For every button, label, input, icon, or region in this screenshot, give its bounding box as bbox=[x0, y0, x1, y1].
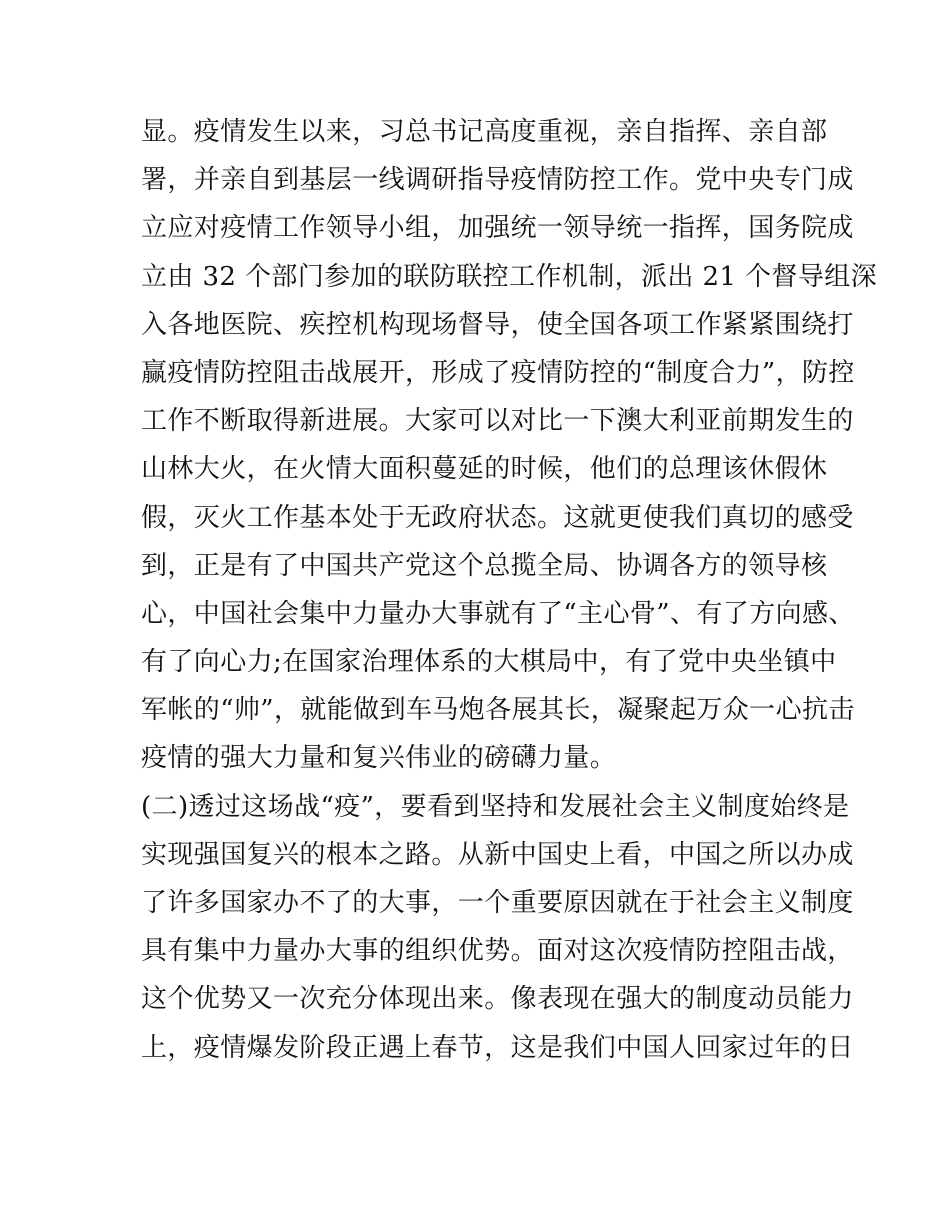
text-line: 假，灭火工作基本处于无政府状态。这就更使我们真切的感受 bbox=[141, 502, 854, 533]
text-line: 立应对疫情工作领导小组，加强统一领导统一指挥，国务院成 bbox=[141, 213, 854, 244]
text-line: 赢疫情防控阻击战展开，形成了疫情防控的“制度合力”，防控 bbox=[141, 357, 855, 388]
text-line: 有了向心力;在国家治理体系的大棋局中，有了党中央坐镇中 bbox=[141, 647, 837, 678]
text-line: 立由 32 个部门参加的联防联控工作机制，派出 21 个督导组深 bbox=[141, 261, 878, 292]
text-line: 具有集中力量办大事的组织优势。面对这次疫情防控阻击战， bbox=[141, 936, 854, 967]
text-line: 了许多国家办不了的大事，一个重要原因就在于社会主义制度 bbox=[141, 888, 854, 918]
text-line: 显。疫情发生以来，习总书记高度重视，亲自指挥、亲自部 bbox=[141, 117, 828, 147]
text-line: 到，正是有了中国共产党这个总揽全局、协调各方的领导核 bbox=[141, 550, 828, 581]
text-line: 军帐的“帅”，就能做到车马炮各展其长，凝聚起万众一心抗击 bbox=[141, 695, 855, 726]
text-line: (二)透过这场战“疫”，要看到坚持和发展社会主义制度始终是 bbox=[141, 791, 850, 822]
text-line: 工作不断取得新进展。大家可以对比一下澳大利亚前期发生的 bbox=[141, 406, 854, 437]
text-line: 疫情的强大力量和复兴伟业的磅礴力量。 bbox=[141, 743, 617, 774]
text-line: 这个优势又一次充分体现出来。像表现在强大的制度动员能力 bbox=[141, 984, 854, 1015]
text-line: 署，并亲自到基层一线调研指导疫情防控工作。党中央专门成 bbox=[141, 165, 854, 196]
text-line: 山林大火，在火情大面积蔓延的时候，他们的总理该休假休 bbox=[141, 454, 828, 485]
body-text bbox=[141, 108, 878, 1072]
text-line: 上，疫情爆发阶段正遇上春节，这是我们中国人回家过年的日 bbox=[141, 1032, 854, 1063]
text-line: 心，中国社会集中力量办大事就有了“主心骨”、有了方向感、 bbox=[141, 598, 855, 629]
text-line: 入各地医院、疾控机构现场督导，使全国各项工作紧紧围绕打 bbox=[141, 309, 854, 340]
text-line: 实现强国复兴的根本之路。从新中国史上看，中国之所以办成 bbox=[141, 839, 854, 870]
